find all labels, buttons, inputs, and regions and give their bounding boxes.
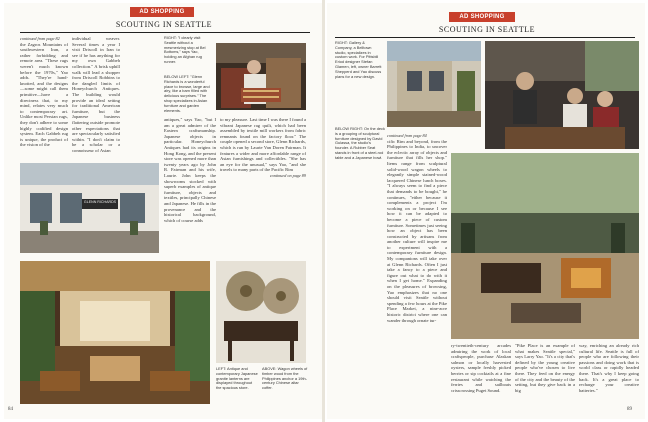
caption-left: BELOW LEFT: "Glenn Richards is a wonderful place to browse, large and airy, like a barn filled with delicious surprises." The shop specializes in Asian furniture and garden elements. [164,75,210,113]
body-column-4 [579,343,639,407]
right-page [327,3,645,419]
page-number: 89 [627,407,632,412]
caption-bottom-left: LEFT: Antique and contemporary Japanese granite lanterns are displayed throughout the spacious store. [216,367,258,391]
continued-from: continued from page 84 [387,133,427,138]
continued-on: continued on page 89 [269,172,306,178]
body-text: antiques," says Yao, "but I am a great admirer of the Eastern craftsmanship. Japanese objects in particular. Honeychurch Antiques had its origins in Hong Kong, and the present store was opened more than twenty years ago by John R. Fairman and his wife, Laurie. John keeps the showrooms stocked with superb examples of antique furniture, objects and textiles, principally Chinese and Japanese. He fills in the provenance and the historical background, which of course adds [164,117,216,223]
body-text: cific Rim and beyond, from the Philippines to India, to uncover the eclectic array of objects and furniture that fills her shop." Items range from sculptural solid-wood wagon wheels to elegantly simple stained-wood lacquered Chinese lunch boxes. "I always seem to find a piece that demands to be bought," he continues, "either because it complements a project I'm working on or because I see how it can be adapted to become a piece of custom furniture. Sometimes just seeing how an object has been constructed by artisans from another culture will inspire me to experiment with a contemporary furniture design. My companions will take over at Glenn Richards. Often I just take a fancy to a piece and figure out what to do with it when I get home." Expanding on the pleasures of browsing, Yao emphasizes that no one should visit Seattle without spending a few hours at the Pike Place Market, a nine-acre historic district where one can wander through ornate tur- [387,138,447,323]
body-text: to my pleasure. Last time I was there I found a vibrant Japanese rag quilt, which had been assembled by textile mill workers from fabric remnants found on the factory floor." The couple opened a second store, Glenn Richards, which is run by Laurie Van Doren Fairman. It features a wider and more affordable range of Asian furnishings and collectibles. "She has an eye for the unusual," says Yao, "and she travels to many parts of the Pacific Rim [220,117,306,173]
page-number: 84 [8,407,13,412]
gutter [322,0,325,422]
body-text: "Pike Place is an example of what makes Seattle special," says Larry Yao. "It's a city that's defined by the young creative people who've chosen to live there. They feed on the energy of the city and the beauty of the setting, but they give back in a big [515,343,575,393]
continued-from: continued from page 82 [20,36,60,41]
photo-deck-building [387,41,481,127]
body-column-3 [515,343,575,407]
body-column-1 [387,133,447,353]
body-text: individual weaver. Several times a year I visit Driscoll in Iran to see if he has anything for my own Gabbeh collection." A brisk uphill walk will lead a shopper from Driscoll Robbins to the dangled limits of Honeychurch Antiques. The building would provide an ideal setting for traditional American furniture, but the Japanese business flattering outside promote other expectations that are spectacularly satisfied within. "I don't claim to be a scholar or a connoisseur of Asian [72,36,120,153]
photo-designers-meeting [485,41,639,149]
caption-top: RIGHT: Gallery & Company, a Belltown studio, specializes in custom work. For Pittsbill Eriod designer Stefan Glamen, left, owner Barrett Shepperd and Yao discuss plans for a new design. [335,41,382,79]
left-page [4,3,322,419]
page-title: SCOUTING IN SEATTLE [115,20,213,29]
body-text: way, enriching an already rich cultural life. Seattle is full of people who are following their passions and doing work that is world class or rapidly headed there. That's why I keep going back. It's a great place to recharge your creative batteries." [579,343,639,393]
store-sign: GLENN RICHARDS [83,200,117,204]
body-column-2 [72,36,120,160]
body-column-2 [451,343,511,407]
photo-sculptural-furniture-deck [451,153,639,339]
caption-top: RIGHT: "I clearly visit Seattle without a mesmerizing stop at Bel Bottoms," says Yao, holding an Afghan rug runner. [164,36,206,64]
photo-storefront [20,163,159,253]
caption-bottom-right: ABOVE: Wagon wheels of timber wood from the Philippines anchor a 19th-century Chinese altar coffer. [262,367,308,391]
page-title: SCOUTING IN SEATTLE [438,25,536,34]
body-column-3 [164,117,216,257]
photo-wagon-wheels [216,261,306,363]
body-column-4 [220,117,306,257]
caption-below: BELOW RIGHT: On the deck is a grouping of sculptural furniture designed by David Gulassa, the studio's founder. A Rubber Seat stands in front of a steel-rod table and a Japanese bowl. [335,127,385,160]
section-tag: AD SHOPPING [130,7,194,17]
body-text: ry-twentieth-century arcades admiring the work of local craftspeople, purchase Alaskan salmon or locally harvested oysters, sample freshly picked berries or sip cocktails at a fine restaurant while watching the ferries and sailboats crisscrossing Puget Sound. [451,343,511,393]
body-text: the Zagros Mountains of southwestern Iran, a rather forbidding and remote area. "These rugs weren't much known before the 1970s," Yao adds. "They're hand-knotted, and the designs—some might call them primitive—have a directness that, to my mind, relates very much to contemporary art. Unlike most Persian rugs, they don't adhere to some highly codified design system. Each Gabbeh rug is unique, the product of the vision of the [20,41,68,148]
photo-man-with-rug [216,43,306,110]
photo-interior [20,261,210,404]
header-rule [20,32,310,33]
section-tag: AD SHOPPING [449,12,515,22]
body-column-1 [20,36,68,160]
header-rule [335,37,635,38]
